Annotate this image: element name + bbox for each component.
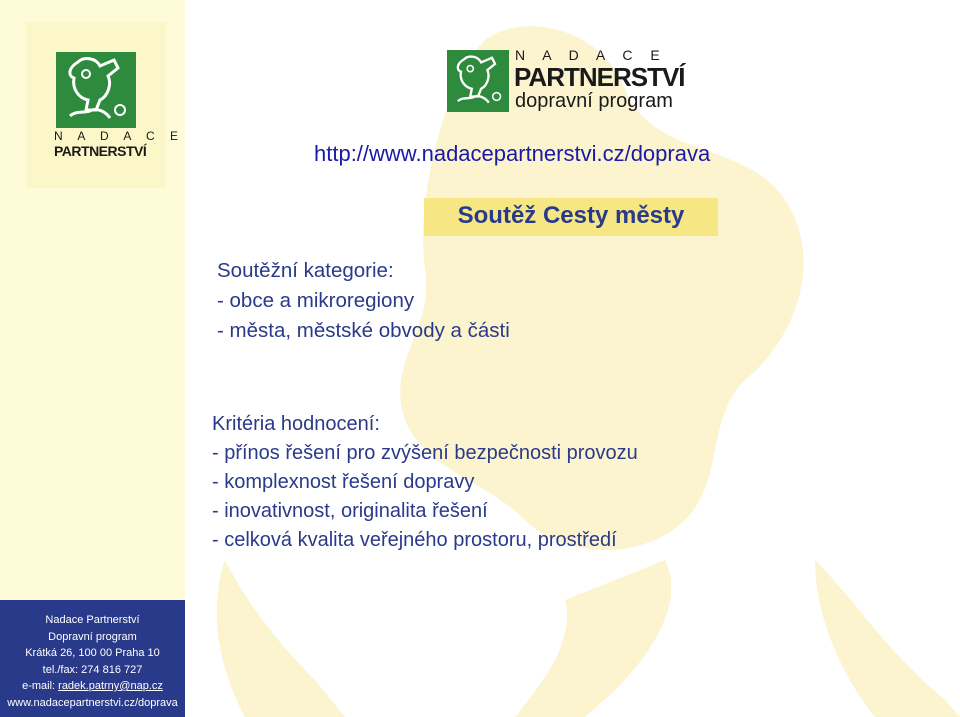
categories-heading: Soutěžní kategorie: <box>217 259 394 282</box>
header-logo-name-big: PARTNERSTVÍ <box>514 62 685 92</box>
footer-org: Nadace Partnerství <box>45 614 140 626</box>
footer-program: Dopravní program <box>48 630 137 643</box>
footer-phone: tel./fax: 274 816 727 <box>42 663 143 676</box>
criteria-item: - inovativnost, originalita řešení <box>212 500 488 522</box>
sidebar-footer <box>0 612 185 711</box>
website-url-link[interactable]: http://www.nadacepartnerstvi.cz/doprava <box>314 141 711 166</box>
footer-website[interactable]: www.nadacepartnerstvi.cz/doprava <box>7 696 178 709</box>
footer-address: Krátká 26, 100 00 Praha 10 <box>25 647 160 659</box>
sidebar-logo-name-small: N A D A C E <box>54 129 185 143</box>
header-logo-subtitle: dopravní program <box>515 90 673 112</box>
page-title: Soutěž Cesty městy <box>424 198 718 236</box>
criteria-section <box>212 410 638 555</box>
header-logo-icon <box>447 50 509 112</box>
criteria-item: - komplexnost řešení dopravy <box>212 471 475 493</box>
criteria-heading: Kritéria hodnocení: <box>212 413 380 435</box>
sidebar-logo-name-big: PARTNERSTVÍ <box>54 143 147 159</box>
categories-section <box>217 256 510 346</box>
sidebar-logo-icon <box>56 52 136 128</box>
header-logo-name-small: N A D A C E <box>515 47 667 63</box>
footer-email-link[interactable]: radek.patrny@nap.cz <box>58 680 163 692</box>
category-item: - obce a mikroregiony <box>217 289 415 312</box>
footer-email-label: e-mail: <box>22 680 59 692</box>
criteria-item: - přínos řešení pro zvýšení bezpečnosti provozu <box>212 442 638 464</box>
sidebar <box>0 0 185 717</box>
footer-email-line <box>0 678 185 695</box>
criteria-item: - celková kvalita veřejného prostoru, prostředí <box>212 529 617 551</box>
category-item: - města, městské obvody a části <box>217 319 510 342</box>
